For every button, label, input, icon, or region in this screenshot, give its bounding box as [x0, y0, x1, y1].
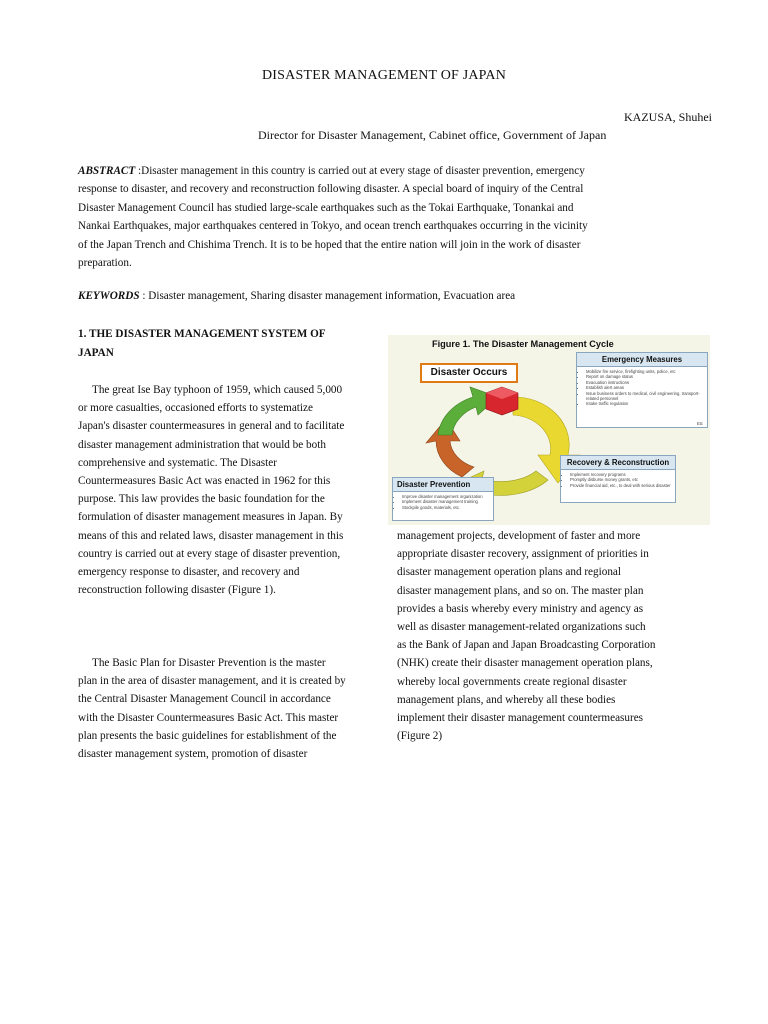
list-item: • Report on damage status: [586, 374, 704, 379]
disaster-prevention-box: [392, 477, 494, 521]
section-heading: 1. THE DISASTER MANAGEMENT SYSTEM OF JAPAN: [78, 328, 326, 359]
paragraph-text: The great Ise Bay typhoon of 1959, which caused 5,000 or more casualties, occasioned efforts to systematize Japan's disaster countermeasures in general and to facilitate disaster management administration that would be both comprehensive and systematic. The Disaster Countermeasures Basic Act was enacted in 1962 for this purpose. This law provides the basic foundation for the formulation of disaster management measures in Japan. By means of this and related laws, disaster management in this country is carried out at every stage of disaster prevention, emergency response to disaster, and recovery and reconstruction following disaster (Figure 1).: [78, 384, 345, 597]
paper-title: DISASTER MANAGEMENT OF JAPAN: [261, 68, 507, 83]
keywords: [78, 290, 638, 302]
prevention-list: [393, 492, 493, 512]
figure-title: Figure 1. The Disaster Management Cycle: [432, 339, 614, 349]
recovery-list: [561, 470, 675, 490]
list-item: • Implement disaster management training: [402, 499, 490, 504]
list-item: • Intake traffic regulation: [586, 401, 704, 406]
body-paragraph-2: [78, 654, 346, 763]
emergency-measures-box: [576, 352, 708, 428]
body-paragraph-1: [78, 381, 346, 599]
paragraph-text: The Basic Plan for Disaster Prevention is the master plan in the area of disaster management, and it is created by the Central Disaster Management Council in accordance with the Disaster Countermeasures Basic Act. This master plan presents the basic guidelines for establishment of the disaster management system, promotion of disaster: [78, 657, 346, 761]
author-name: KAZUSA, Shuhei: [623, 110, 712, 124]
emergency-measures-heading: Emergency Measures: [577, 353, 707, 367]
keywords-text: : Disaster management, Sharing disaster management information, Evacuation area: [139, 290, 516, 302]
list-item: • Provide financial aid, etc., to deal with serious disaster: [570, 483, 672, 488]
list-item: • Establish alert areas: [586, 385, 704, 390]
emergency-measures-list: [577, 367, 707, 409]
body-paragraph-2-continued: [397, 527, 657, 745]
list-item: • Issue business orders to medical, civil engineering, transport-related personnel: [586, 391, 704, 402]
paragraph-text: management projects, development of faster and more appropriate disaster recovery, assignment of priorities in disaster management operation plans and regional disaster management plans, and so on. The master plan provides a basis whereby every ministry and agency as well as disaster management-related organizations such as the Bank of Japan and Japan Broadcasting Corporation (NHK) create their disaster management operation plans, whereby local governments create regional disaster management plans, and whereby all these bodies implement their disaster management countermeasures (Figure 2): [397, 530, 656, 743]
disaster-prevention-heading: Disaster Prevention: [393, 478, 493, 492]
list-item: • Improve disaster management organization: [402, 494, 490, 499]
disaster-occurs-label: Disaster Occurs: [420, 363, 518, 383]
author-affiliation: Director for Disaster Management, Cabinet office, Government of Japan: [258, 128, 607, 142]
list-item: • Implement recovery programs: [570, 472, 672, 477]
list-item: • Mobilize fire service, firefighting units, police, etc: [586, 369, 704, 374]
abstract: [78, 162, 598, 272]
recovery-reconstruction-heading: Recovery & Reconstruction: [561, 456, 675, 470]
list-item: • Stockpile goods, materials, etc.: [402, 505, 490, 510]
list-item: • Promptly disburse money grants, etc: [570, 477, 672, 482]
keywords-label: KEYWORDS: [78, 290, 140, 302]
abstract-text: :Disaster management in this country is carried out at every stage of disaster prevention, emergency response to disaster, and recovery and reconstruction following disaster. A special board of inquiry of the Central Disaster Management Council has studied large-scale earthquakes such as the Tokai Earthquake, Tonankai and Nankai Earthquakes, major earthquakes centered in Tokyo, and ocean trench earthquakes occurring in the vicinity of the Japan Trench and Chishima Trench. It is to be hoped that the entire nation will join in the work of disaster preparation.: [78, 165, 588, 270]
etc-label: Etc: [696, 421, 703, 426]
abstract-label: ABSTRACT: [78, 165, 136, 177]
list-item: • Evacuation instructions: [586, 380, 704, 385]
figure-disaster-management-cycle: [388, 335, 710, 525]
recovery-reconstruction-box: [560, 455, 676, 503]
